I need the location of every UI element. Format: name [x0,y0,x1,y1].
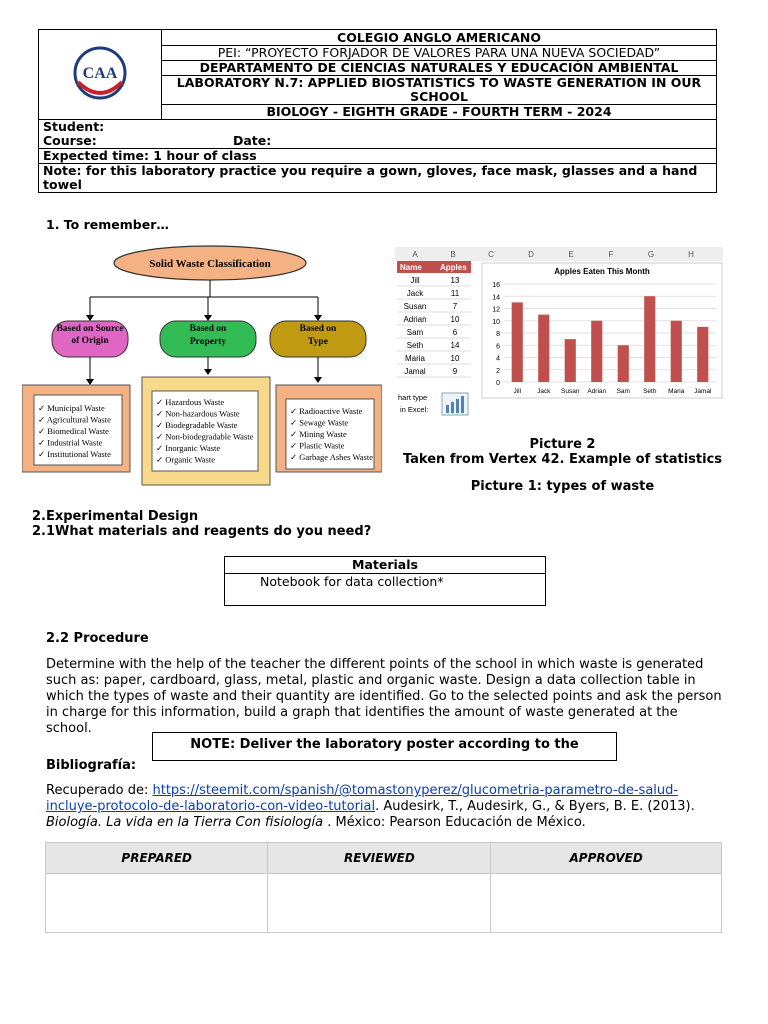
data-table-value-cell: 14 [450,341,460,350]
picture2-source: Taken from Vertex 42. Example of statistics [402,452,723,467]
excel-column-letter: E [568,250,574,259]
school-logo [70,44,130,102]
section-question: 2.1What materials and reagents do you need? [32,524,372,539]
chart-type-icon-bar [456,399,459,413]
data-table-name-cell: Jack [406,289,424,298]
lab-title: LABORATORY N.7: APPLIED BIOSTATISTICS TO WASTE GENERATION IN OUR SCHOOL [162,76,717,105]
excel-column-letter: H [688,250,694,259]
data-table-header-name: Name [400,263,422,272]
school-name: COLEGIO ANGLO AMERICANO [162,30,717,46]
chart-y-tick-label: 10 [492,318,500,326]
student-course-date [39,120,717,149]
excel-column-letter: C [488,250,494,259]
excel-footer-line1: hart type [398,393,428,402]
node-source-of-origin: Based on Source of Origin [56,324,124,346]
diagram-list-item: ✓ Radioactive Waste [290,406,363,416]
diagram-list-item: ✓ Garbage Ashes Waste [290,452,373,462]
prepared-cell [46,874,268,933]
pei-line: PEI: “PROYECTO FORJADOR DE VALORES PARA UNA NUEVA SOCIEDAD” [162,46,717,61]
chart-y-tick-label: 14 [492,294,500,302]
data-table-name-cell: Maria [404,354,426,363]
picture2-caption-block [400,437,725,467]
bib-prefix: Recuperado de: [46,783,153,798]
data-table-value-cell: 10 [450,354,460,363]
diagram-list-item: ✓ Sewage Waste [290,417,349,428]
chart-bar [538,315,549,382]
chart-y-tick-label: 6 [496,343,500,351]
chart-y-tick-label: 0 [496,380,500,387]
diagram-list-item: ✓ Non-biodegradable Waste [156,431,254,442]
data-table-value-cell: 9 [452,367,458,376]
data-table-name-cell: Jamal [404,367,426,376]
approved-header: APPROVED [491,843,722,874]
waste-classification-diagram [22,245,382,490]
chart-bar [565,339,576,382]
note-box [152,732,617,761]
data-table-name-cell: Sam [406,328,424,337]
bib-after-link: . Audesirk, T., Audesirk, G., & Byers, B. E. (2013). [375,799,695,814]
note-requirements: Note: for this laboratory practice you require a gown, gloves, face mask, glasses and a hand towel [39,164,717,193]
diagram-list-item: ✓ Industrial Waste [38,437,103,448]
bib-italic-title: Biología. La vida en la Tierra Con fisiología [46,815,324,830]
chart-y-tick-label: 4 [496,355,500,363]
diagram-list-item: ✓ Hazardous Waste [156,397,225,407]
chart-bar [644,296,655,382]
excel-column-letter: A [412,250,418,259]
logo-cell [39,30,162,120]
data-table-name-cell: Adrian [403,315,427,324]
chart-y-tick-label: 16 [492,282,500,289]
data-table-name-cell: Susan [403,302,427,311]
chart-x-tick-label: Adrian [587,388,607,395]
diagram-root-label: Solid Waste Classification [149,258,271,270]
excel-column-letter: G [647,250,655,259]
reviewed-header: REVIEWED [268,843,491,874]
node-property: Based on Property [189,324,227,347]
bib-link[interactable]: https://steemit.com/spanish/@tomastonyperez/glucometria-parametro-de-salud-incluye-protocolo-de-laboratorio-con-video-tutorial [46,783,679,814]
picture1-caption: Picture 1: types of waste [470,479,655,494]
diagram-list-item: ✓ Plastic Waste [290,440,345,451]
diagram-list-item: ✓ Inorganic Waste [156,443,221,453]
chart-x-tick-label: Jill [513,388,522,395]
chart-x-tick-label: Seth [643,388,657,395]
procedure-text: Determine with the help of the teacher the different points of the school in which waste is generated such as: paper, cardboard, glass, metal, plastic and organic waste. Design a data collection table in which the types of waste and their quantity are identified. Go to the selected points and ask the person in charge for this information, build a graph that identifies the amount of waste generated at the school. [46,657,722,736]
diagram-list-item: ✓ Biodegradable Waste [156,420,238,430]
node-type: Based on Type [299,324,337,347]
chart-type-icon-bar [461,396,464,413]
section-remember-title: 1. To remember… [46,217,169,232]
picture2-caption: Picture 2 [529,437,596,452]
data-table-name-cell: Seth [406,341,424,350]
diagram-list-item: ✓ Municipal Waste [38,403,105,413]
signatures-table [45,842,722,933]
chart-y-tick-label: 8 [496,331,500,338]
data-table-value-cell: 7 [452,302,458,311]
data-table-name-cell: Jill [410,276,420,285]
section-design-title: 2.Experimental Design [32,509,199,524]
header-table [38,29,717,193]
data-table-value-cell: 10 [450,315,460,324]
chart-x-tick-label: Susan [561,388,580,395]
chart-type-icon [442,393,468,415]
materials-item: Notebook for data collection* [260,574,444,589]
diagram-list-item: ✓ Biomedical Waste [38,426,109,436]
excel-column-letter: B [450,250,456,259]
bibliography-text [46,783,726,831]
excel-column-letter: D [528,250,534,259]
bib-rest: . México: Pearson Educación de México. [323,815,586,830]
chart-x-tick-label: Maria [668,388,685,395]
chart-bar [512,302,523,382]
department-line: DEPARTAMENTO DE CIENCIAS NATURALES Y EDUCACIÓN AMBIENTAL [162,61,717,76]
chart-bar [671,321,682,382]
course-label: Course: [43,133,97,148]
materials-table [224,556,546,606]
approved-cell [491,874,722,933]
diagram-list-item: ✓ Organic Waste [156,454,215,465]
chart-bar [591,321,602,382]
chart-type-icon-bar [446,405,449,413]
excel-chart-picture [395,247,723,417]
diagram-list-item: ✓ Institutional Waste [38,449,111,459]
reviewed-cell [268,874,491,933]
expected-time: Expected time: 1 hour of class [39,149,717,164]
chart-x-tick-label: Jamal [694,388,712,395]
date-label: Date: [233,133,272,148]
data-table-header-apples: Apples [440,263,467,272]
excel-footer-line2: in Excel: [400,405,429,414]
chart-bar [697,327,708,382]
student-label: Student: [43,119,105,134]
diagram-list-item: ✓ Non-hazardous Waste [156,408,240,419]
data-table-value-cell: 6 [452,328,458,337]
chart-x-tick-label: Jack [537,388,551,395]
chart-y-tick-label: 12 [492,306,500,314]
excel-column-header-bar [395,247,723,261]
bibliography-title: Bibliografía: [46,758,137,773]
chart-x-tick-label: Sam [616,388,630,395]
note-box-text: NOTE: Deliver the laboratory poster according to the [190,737,579,752]
data-table-value-cell: 11 [450,289,460,298]
chart-type-icon-bar [451,402,454,413]
procedure-title: 2.2 Procedure [46,631,149,646]
diagram-list-item: ✓ Agricultural Waste [38,414,111,425]
chart-y-tick-label: 2 [496,367,500,375]
excel-chart-svg [395,247,723,417]
chart-bar [618,345,629,382]
diagram-list-item: ✓ Mining Waste [290,429,347,439]
logo-text: CAA [82,65,118,82]
prepared-header: PREPARED [46,843,268,874]
materials-header: Materials [225,557,545,574]
excel-column-letter: F [608,250,614,259]
subject-line: BIOLOGY - EIGHTH GRADE - FOURTH TERM - 2024 [162,105,717,120]
chart-title: Apples Eaten This Month [554,267,650,276]
data-table-value-cell: 13 [450,276,460,285]
